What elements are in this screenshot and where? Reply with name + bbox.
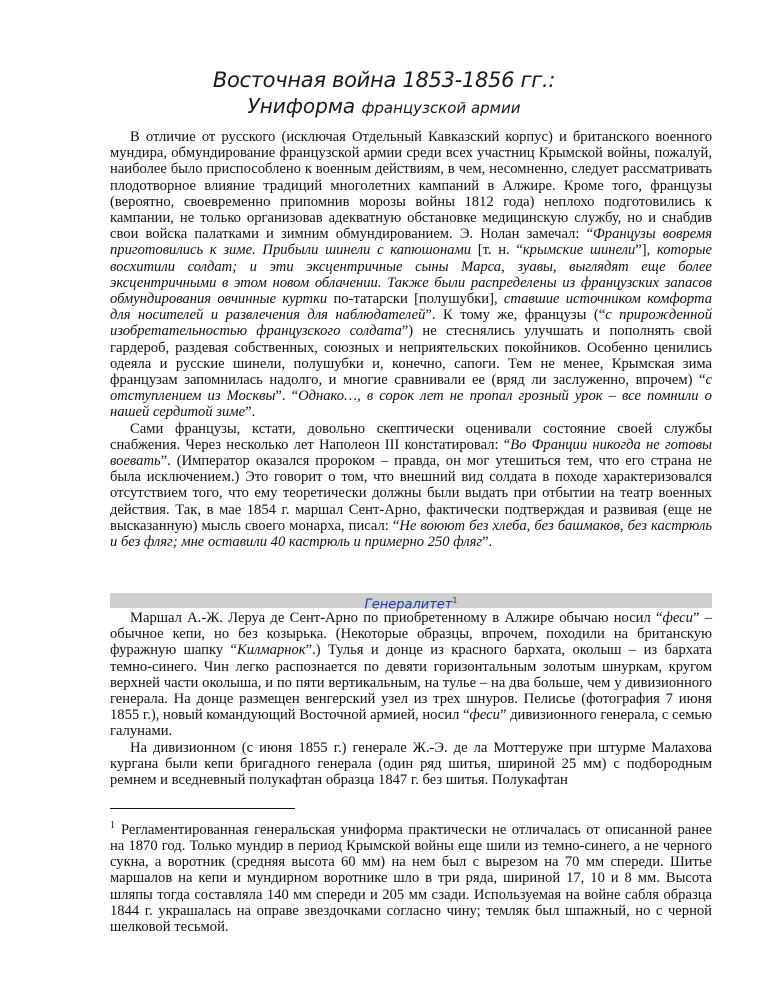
p3-text: ”.) Тулья и донце из красного бархата, околыш – из бархата темно-синего. Чин легко распознается по девяти горизонтальным золотым шнуркам, кругом верхней части околыша, и по пяти вертикальным, на тулье – на два больше, чем у дивизионного генерала. На донце размещен венгерский узел из трех шнуров. Пелисье (фотография 7 июня 1855 г.), новый командующий Восточной армией, носил “ <box>110 642 712 724</box>
document-subtitle <box>0 94 768 118</box>
p1-text: [т. н. “ <box>471 242 523 259</box>
p1-text: ”. “ <box>275 388 299 405</box>
subtitle-small: французской армии <box>361 99 521 117</box>
p1-quote: с отступлением из Москвы <box>110 372 712 405</box>
footnote <box>110 818 712 935</box>
p1-quote: Французы вовремя приготовились к зиме. Прибыли шинели с капюшонами <box>110 226 712 259</box>
p1-text: по-татарски [полушубки], <box>327 291 504 308</box>
document-title: Восточная война 1853-1856 гг.: <box>212 68 556 92</box>
paragraph-supply <box>110 421 712 551</box>
p1-quote: крымские шинели <box>522 242 636 259</box>
p1-text: В отличие от русского (исключая Отдельный Кавказский корпус) и британского военного мундира, обмундирование французской армии среди всех участниц Крымской войны, пожалуй, наиболее было приспособлено к военным действиям, в чем, несомненно, следует рассматривать плодотворное влияние традиций многолетних кампаний в Алжире. Кроме того, французы (вероятно, своевременно припомнив морозы войны 1812 года) неплохо подготовились к кампании, не только организовав адекватную обстановке медицинскую службу, но и снабдив свои войска палатками и зимним обмундированием. Э. Нолан замечал: “ <box>110 129 712 243</box>
p3-term: феси <box>662 610 693 626</box>
p3-term: Килмарнок <box>237 642 306 659</box>
p2-text: Сами французы, кстати, довольно скептически оценивали состояние своей службы снабжения. Через несколько лет Наполеон III констатировал: “ <box>110 420 712 453</box>
paragraph-division-general: На дивизионном (с июня 1855 г.) генерале Ж.-Э. де ла Моттеруже при штурме Малахова кургана были кепи бригадного генерала (один ряд шитья, шириной 25 мм) с подбородным ремнем и вседневный полукафтан образца 1847 г. без шитья. Полукафтан <box>110 739 712 789</box>
p2-text: ”. (Император оказался пророком – правда, он мог утешиться тем, что его страна не была исключением.) Это говорит о том, что внешний вид солдата в походе характеризовался отсутствием того, что ему теоретически должны были выдать при отбытии на театр военных действия. Так, в мае 1854 г. маршал Сент-Арно, фактически подтверждая и развивая (еще не высказанную) мысль своего монарха, писал: “ <box>110 453 712 534</box>
p1-quote: ставшие источником комфорта для носителей и развлечения для наблюдателей <box>110 291 712 324</box>
p2-quote: Не воюют без хлеба, без башмаков, без кастрюль и без фляг; мне оставили 40 кастрюль и примерно 250 фляг <box>110 517 712 551</box>
paragraph-marshal <box>110 610 712 740</box>
p3-text: Маршал А.-Ж. Леруа де Сент-Арно по приобретенному в Алжире обычаю носил “ <box>130 610 663 626</box>
intro-text <box>110 129 712 550</box>
footnote-ref[interactable]: 1 <box>452 596 458 605</box>
p1-text: ”. <box>245 404 256 421</box>
p1-quote: с прирожденной изобретательностью французского солдата <box>110 307 712 340</box>
paragraph-intro <box>110 129 712 421</box>
p1-text: ”) не стеснялись улучшать и пополнять свой гардероб, раздевая собственных, союзных и неприятельских покойников. Особенно ценились одеяла и русские шинели, полушубки и, конечно, сапоги. Тем не менее, Крымская зима французам запомнилась надолго, и многие сравнивали ее (вряд ли заслуженно, впрочем) “ <box>110 323 712 389</box>
generals-text <box>110 610 712 788</box>
p3-text: ” – обычное кепи, но без козырька. (Некоторые образцы, впрочем, походили на британскую фуражную шапку “ <box>110 610 712 659</box>
section-title-text: Генералитет <box>364 597 453 613</box>
p1-text: ”. К тому же, французы (“ <box>425 307 606 324</box>
footnote-text: Регламентированная генеральская униформа практически не отличалась от описанной ранее на 1870 год. Только мундир в период Крымской войны еще шили из темно-синего, а не черного сукна, а воротник (средняя высота 60 мм) на нем был с вырезом на 70 мм спереди. Шитье маршалов на кепи и мундирном воротнике шло в три ряда, шириной 17, 10 и 8 мм. Высота шляпы тогда составляла 140 мм спереди и 205 мм сзади. Используемая на войне сабля образца 1844 г. украшалась на оправе звездочками согласно чину; темляк был шпажный, но с черной шелковой тесьмой. <box>110 821 712 936</box>
p2-text: ”. <box>482 534 493 551</box>
p3-term: феси <box>469 707 500 724</box>
p1-quote: Однако…, в сорок лет не пропал грозный урок – все помнили о нашей сердитой зиме <box>110 388 712 421</box>
p2-quote: Во Франции никогда не готовы воевать <box>110 436 712 470</box>
footnote-separator <box>110 808 295 809</box>
subtitle-main: Униформа <box>247 94 362 118</box>
p1-text: ”], <box>635 242 657 259</box>
p1-quote: которые восхитили солдат; и эти эксцентричные сыны Марса, зуавы, выглядят еще более эксцентричными в этом новом облачении. Также были распределены из французских запасов обмундирования овчинные куртки <box>110 242 712 308</box>
footnote-number: 1 <box>110 820 115 831</box>
p3-text: ” дивизионного генерала, с семью галунами. <box>110 707 712 740</box>
